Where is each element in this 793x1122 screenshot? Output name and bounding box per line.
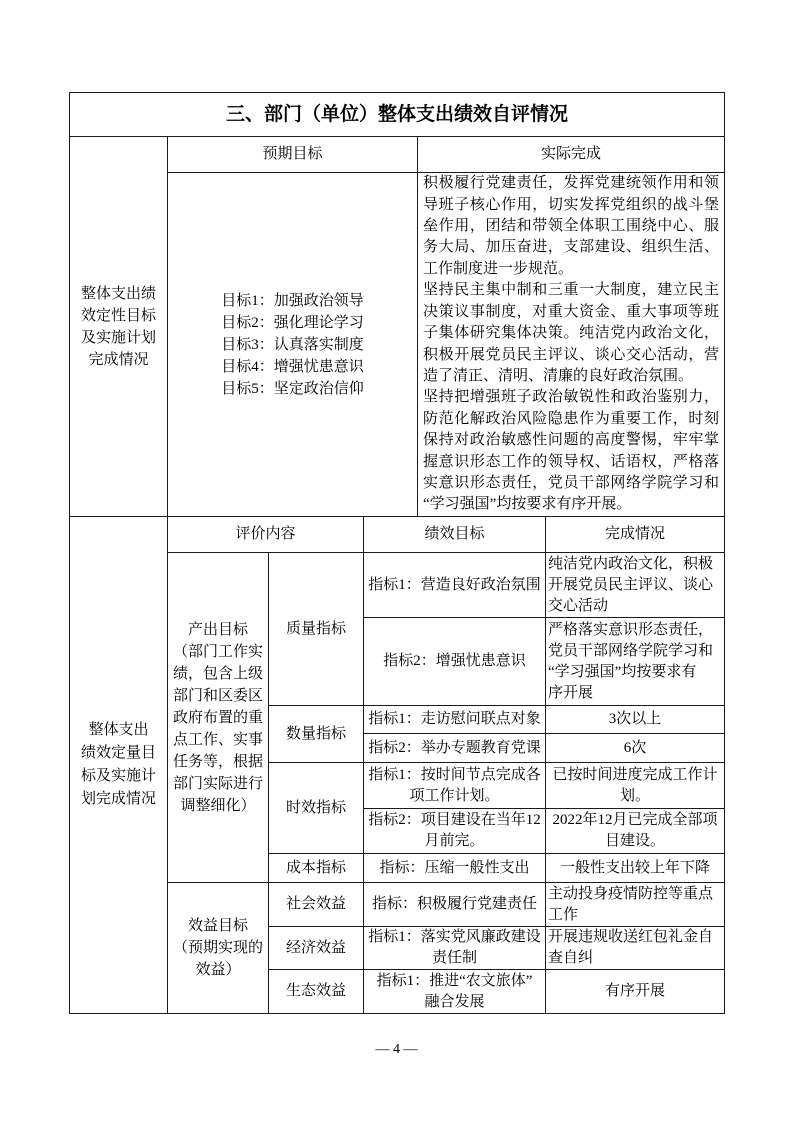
indicator-cell: 指标2：项目建设在当年12 月前完。 [364, 809, 546, 854]
indicator-cell: 指标1：走访慰问联点对象 [364, 706, 546, 734]
indicator-cell: 指标1：落实党风廉政建设 责任制 [364, 927, 546, 970]
indicator-cell: 指标2：增强忧患意识 [364, 618, 546, 706]
actual-completion-cell [418, 173, 725, 517]
result-cell: 主动投身疫情防控等重点 工作 [546, 883, 725, 927]
completion-status-header: 完成情况 [546, 517, 725, 553]
result-cell: 6次 [546, 734, 725, 763]
table-title: 三、部门（单位）整体支出绩效自评情况 [70, 93, 725, 137]
indicator-cell: 指标1：营造良好政治氛围 [364, 553, 546, 618]
goal-item: 目标4：增强忧患意识 [221, 358, 364, 375]
indicator-cell: 指标1：推进“农文旅体” 融合发展 [364, 970, 546, 1014]
result-cell: 严格落实意识形态责任， 党员干部网络学院学习和 “学习强国”均按要求有 序开展 [546, 618, 725, 706]
quantity-indicator-category: 数量指标 [269, 706, 364, 763]
quality-indicator-category: 质量指标 [269, 553, 364, 706]
actual-completion-paragraph: 坚持民主集中制和三重一大制度，建立民主决策议事制度，对重大资金、重大事项等班子集体研究集体决策。纯洁党内政治文化，积极开展党员民主评议、谈心交心活动，营造了清正、清明、清廉的良好政治氛围。 [423, 282, 720, 384]
goal-item: 目标2：强化理论学习 [221, 314, 364, 331]
cost-indicator-category: 成本指标 [269, 854, 364, 883]
benefit-goal-label: 效益目标 （预期实现的 效益） [168, 883, 269, 1014]
ecological-benefit-category: 生态效益 [269, 970, 364, 1014]
social-benefit-category: 社会效益 [269, 883, 364, 927]
timeliness-indicator-category: 时效指标 [269, 763, 364, 854]
result-cell: 有序开展 [546, 970, 725, 1014]
goals-list [221, 290, 364, 400]
result-cell: 一般性支出较上年下降 [546, 854, 725, 883]
expected-goals-header: 预期目标 [168, 137, 418, 173]
result-cell: 纯洁党内政治文化，积极 开展党员民主评议、谈心 交心活动 [546, 553, 725, 618]
qualitative-header-row [70, 137, 725, 173]
result-cell: 3次以上 [546, 706, 725, 734]
quantitative-header-row [70, 517, 725, 553]
indicator-cell: 指标1：按时间节点完成各 项工作计划。 [364, 763, 546, 809]
performance-target-header: 绩效目标 [364, 517, 546, 553]
indicator-cell: 指标2：举办专题教育党课 [364, 734, 546, 763]
indicator-cell: 指标：积极履行党建责任 [364, 883, 546, 927]
actual-completion-paragraph: 积极履行党建责任，发挥党建统领作用和领导班子核心作用，切实发挥党组织的战斗堡垒作用，团结和带领全体职工围绕中心、服务大局、加压奋进，支部建设、组织生活、工作制度进一步规范。 [423, 175, 720, 277]
goal-item: 目标1：加强政治领导 [221, 292, 364, 309]
result-cell: 2022年12月已完成全部项 目建设。 [546, 809, 725, 854]
goal-item: 目标5：坚定政治信仰 [221, 380, 364, 397]
title-row [70, 93, 725, 137]
qualitative-content-row [70, 173, 725, 517]
actual-completion-paragraph: 坚持把增强班子政治敏锐性和政治鉴别力，防范化解政治风险隐患作为重要工作，时刻保持对政治敏感性问题的高度警惕，牢牢掌握意识形态工作的领导权、话语权，严格落实意识形态责任，党员干部网络学院学习和“学习强国”均按要求有序开展。 [423, 389, 720, 513]
page-number: — 4 — [375, 1042, 418, 1057]
evaluation-content-header: 评价内容 [168, 517, 364, 553]
table-row [70, 553, 725, 618]
economic-benefit-category: 经济效益 [269, 927, 364, 970]
qualitative-section-label: 整体支出绩 效定性目标 及实施计划 完成情况 [70, 137, 168, 517]
result-cell: 已按时间进度完成工作计 划。 [546, 763, 725, 809]
quantitative-section-label: 整体支出 绩效定量目 标及实施计 划完成情况 [70, 517, 168, 1014]
goal-item: 目标3：认真落实制度 [221, 336, 364, 353]
indicator-cell: 指标：压缩一般性支出 [364, 854, 546, 883]
output-goal-label: 产出目标 （部门工作实 绩，包含上级 部门和区委区 政府布置的重 点工作、实事 任务等，根据 部门实际进行 调整细化） [168, 553, 269, 883]
actual-completion-header: 实际完成 [418, 137, 725, 173]
performance-self-evaluation-table [69, 92, 725, 1014]
expected-goals-cell [168, 173, 418, 517]
table-row [70, 883, 725, 927]
result-cell: 开展违规收送红包礼金自 查自纠 [546, 927, 725, 970]
